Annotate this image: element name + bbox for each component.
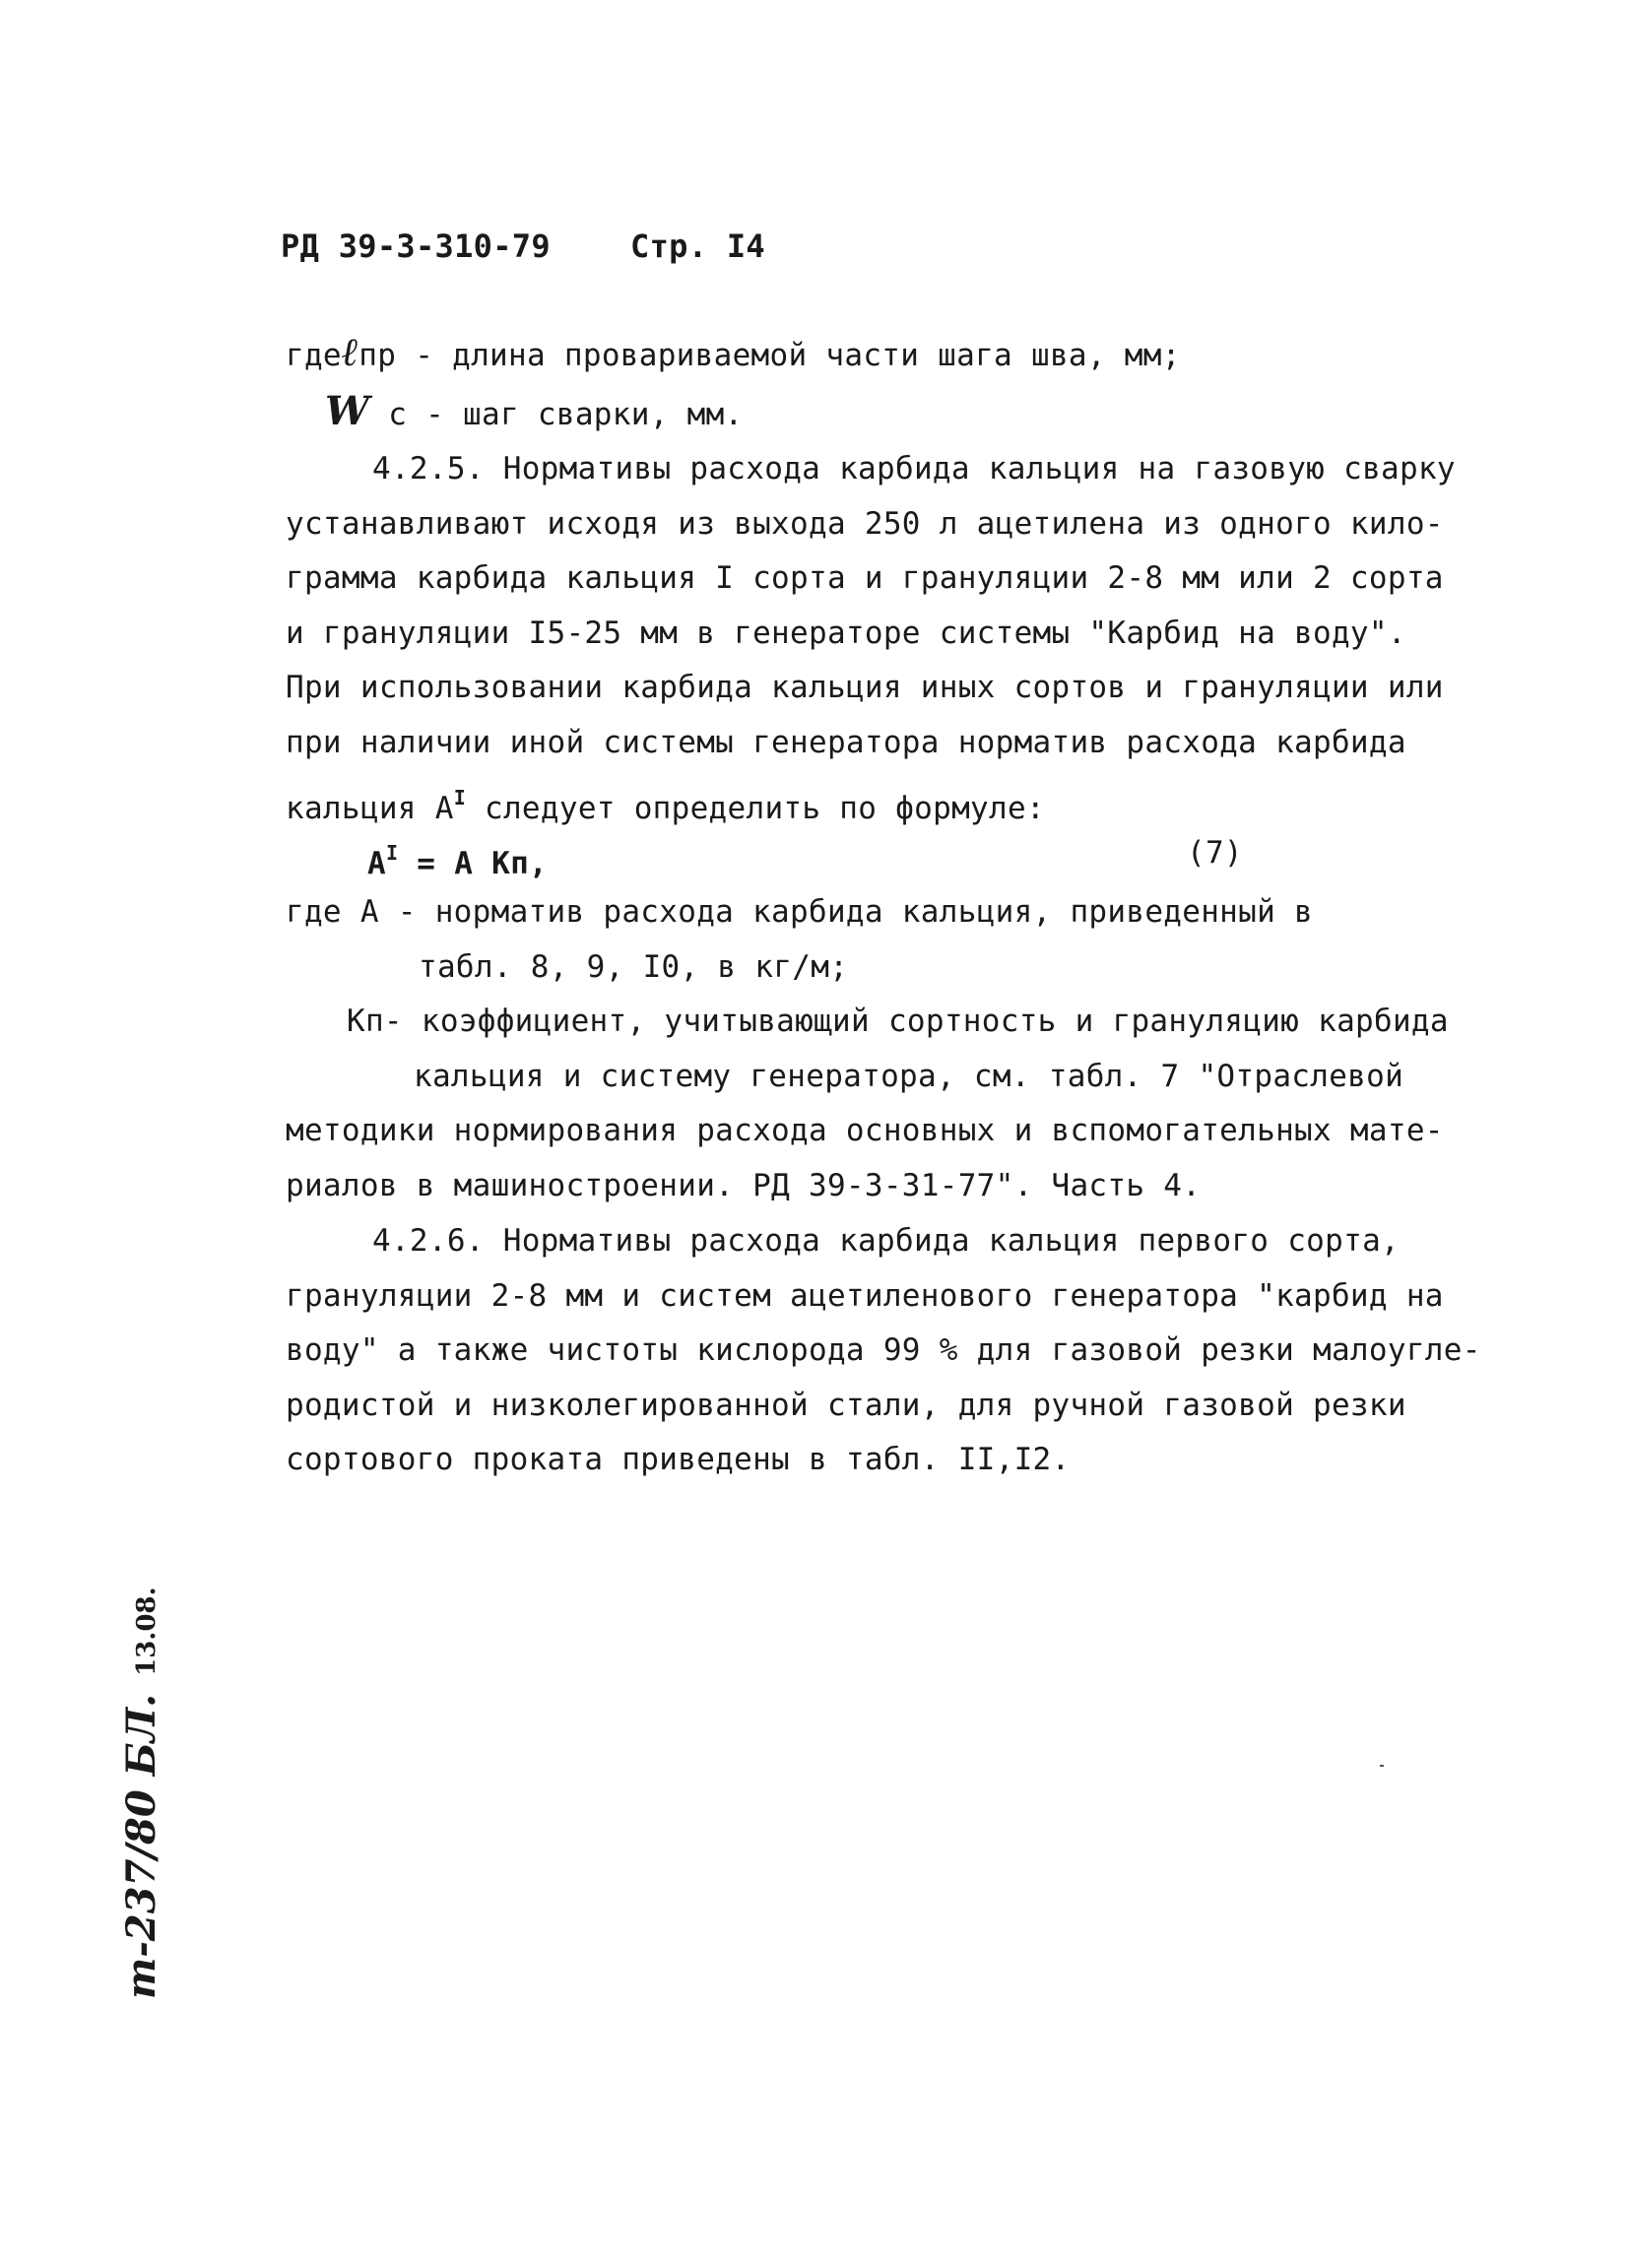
scan-speck (1380, 1765, 1384, 1767)
paragraph-426-line-1: 4.2.6. Нормативы расхода карбида кальция первого сорта, (372, 1223, 1400, 1259)
explanation-line-1: где А - норматив расхода карбида кальция, приведенный в (286, 894, 1313, 930)
handwritten-date: 13.08. (132, 1587, 162, 1676)
script-l-symbol: ℓ (341, 329, 359, 375)
explanation-line-4: кальция и систему генератора, см. табл. 7 "Отраслевой (414, 1059, 1404, 1094)
definition-text: с - шаг сварки, мм. (388, 397, 744, 432)
paragraph-425-line-6: при наличии иной системы генератора норматив расхода карбида (286, 725, 1406, 760)
explanation-line-6: риалов в машиностроении. РД 39-3-31-77". Часть 4. (286, 1168, 1202, 1203)
explanation-line-2: табл. 8, 9, I0, в кг/м; (419, 949, 849, 985)
superscript: I (453, 786, 467, 810)
definition-line-wc (325, 388, 744, 434)
paragraph-425-line-1: 4.2.5. Нормативы расхода карбида кальция на газовую сварку (372, 451, 1456, 486)
formula-symbol: А (367, 846, 386, 881)
paragraph-426-line-5: сортового проката приведены в табл. II,I2. (286, 1442, 1071, 1477)
paragraph-425-line-2: устанавливают исходя из выхода 250 л ацетилена из одного кило- (286, 506, 1444, 542)
paragraph-426-line-4: родистой и низколегированной стали, для ручной газовой резки (286, 1388, 1406, 1423)
definition-text: пр - длина провариваемой части шага шва, мм; (358, 338, 1181, 373)
page-number: Стр. I4 (630, 227, 765, 265)
formula-number: (7) (1187, 835, 1243, 871)
text-fragment: следует определить по формуле: (466, 791, 1045, 826)
formula-superscript: I (385, 841, 399, 865)
explanation-line-3: Кп- коэффициент, учитывающий сортность и грануляцию карбида (347, 1004, 1449, 1039)
paragraph-426-line-2: грануляции 2-8 мм и систем ацетиленового генератора "карбид на (286, 1278, 1444, 1314)
script-w-symbol: W (325, 388, 370, 434)
handwritten-reference: т-237/80 БЛ. (118, 1693, 164, 1999)
definition-line-lpr (286, 329, 1181, 375)
explanation-line-5: методики нормирования расхода основных и вспомогательных мате- (286, 1113, 1444, 1148)
doc-code: РД 39-3-310-79 (281, 227, 551, 265)
formula-rest: = А Кп, (398, 846, 549, 881)
paragraph-425-line-3: грамма карбида кальция I сорта и грануляции 2-8 мм или 2 сорта (286, 560, 1444, 596)
paragraph-426-line-3: воду" а также чистоты кислорода 99 % для газовой резки малоугле- (286, 1332, 1481, 1368)
text-fragment: кальция А (286, 791, 454, 826)
formula-7 (367, 833, 548, 883)
definition-prefix: где (286, 338, 342, 373)
handwritten-margin-note (118, 1587, 164, 1999)
paragraph-425-line-7 (286, 778, 1045, 828)
paragraph-425-line-5: При использовании карбида кальция иных сортов и грануляции или (286, 670, 1444, 705)
paragraph-425-line-4: и грануляции I5-25 мм в генераторе системы "Карбид на воду". (286, 616, 1406, 651)
